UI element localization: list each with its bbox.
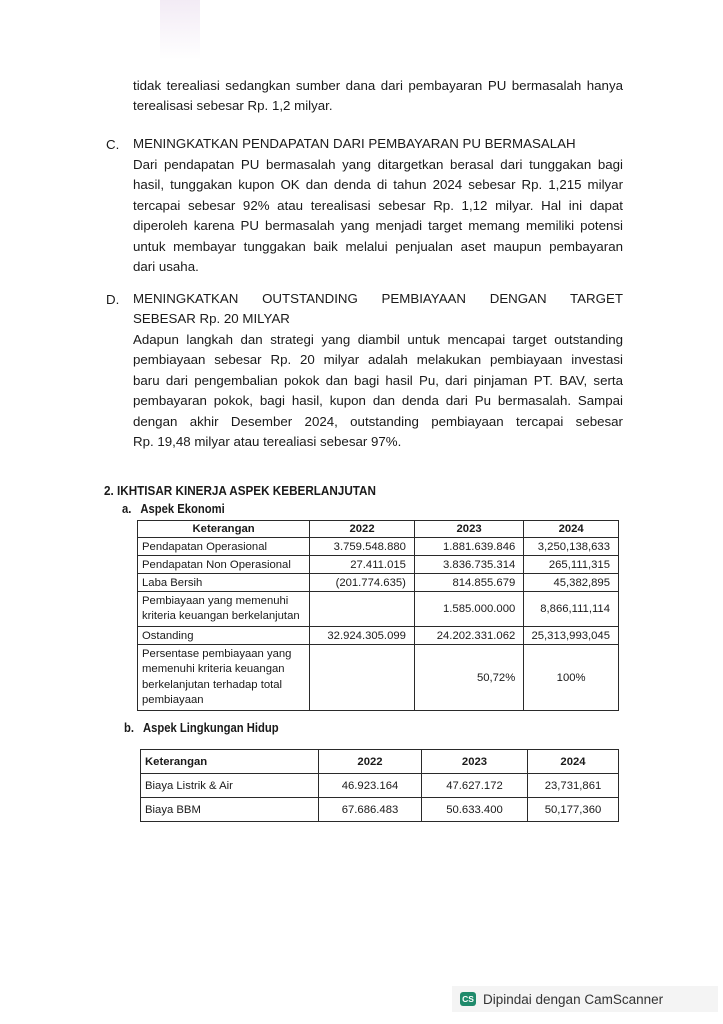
value-cell: 50.633.400	[422, 798, 528, 822]
text-line: hasil, tunggakan kupon OK dan denda di tahun 2024 sebesar Rp. 1,215 milyar	[133, 177, 623, 193]
table-row	[138, 592, 619, 627]
title-line: SEBESAR Rp. 20 MILYAR	[133, 311, 290, 327]
value-cell: 8,866,111,114	[524, 592, 619, 627]
table-row	[138, 538, 619, 556]
row-label: Persentase pembiayaan yang memenuhi kriteria keuangan berkelanjutan terhadap total pembiayaan	[138, 645, 310, 711]
value-cell: 3.836.735.314	[414, 556, 523, 574]
text-line: Rp. 19,48 milyar atau terealiasi sebesar 97%.	[133, 434, 402, 450]
text-line: pembayaran pokok, bagi hasil, kupon dan denda dari Pu bermasalah. Sampai	[133, 393, 623, 409]
aspek-ekonomi-heading: a. Aspek Ekonomi	[122, 502, 225, 516]
value-cell	[310, 592, 415, 627]
value-cell: 3.759.548.880	[310, 538, 415, 556]
section-d-letter: D.	[106, 292, 120, 307]
intro-paragraph	[133, 76, 623, 117]
value-cell: 265,111,315	[524, 556, 619, 574]
aspek-ekonomi-table	[137, 520, 619, 711]
text-line: untuk membayar tunggakan baik melalui penjualan aset maupun pembayaran	[133, 238, 623, 254]
header-cell: 2022	[319, 750, 422, 774]
table-header-row	[138, 521, 619, 538]
text-line: dari usaha.	[133, 259, 199, 275]
header-cell: Keterangan	[138, 521, 310, 538]
table-row	[138, 627, 619, 645]
title-line: MENINGKATKAN OUTSTANDING PEMBIAYAAN DENGAN TARGET	[133, 291, 623, 306]
header-cell: 2024	[524, 521, 619, 538]
text-line: diperoleh karena PU bermasalah yang menjadi target memang memiliki potensi	[133, 218, 623, 234]
section-d-title	[133, 289, 623, 330]
row-label: Biaya BBM	[141, 798, 319, 822]
value-cell: 50,72%	[414, 645, 523, 711]
table-row	[138, 574, 619, 592]
value-cell: 814.855.679	[414, 574, 523, 592]
text-line: pembiayaan sebesar Rp. 20 milyar adalah melakukan pembiayaan investasi	[133, 352, 623, 368]
row-label: Pendapatan Non Operasional	[138, 556, 310, 574]
header-cell: 2024	[528, 750, 619, 774]
value-cell: 100%	[524, 645, 619, 711]
row-label: Pendapatan Operasional	[138, 538, 310, 556]
header-cell: 2023	[422, 750, 528, 774]
text-line: Adapun langkah dan strategi yang diambil untuk mencapai target outstanding	[133, 332, 623, 347]
value-cell: 50,177,360	[528, 798, 619, 822]
section-c-paragraph	[133, 155, 623, 277]
value-cell: 46.923.164	[319, 774, 422, 798]
table-row	[141, 798, 619, 822]
value-cell	[310, 645, 415, 711]
aspek-lingkungan-heading: b. Aspek Lingkungan Hidup	[124, 721, 279, 735]
section-d-paragraph	[133, 330, 623, 452]
camscanner-watermark	[452, 986, 718, 1012]
text-line: tidak terealiasi sedangkan sumber dana dari pembayaran PU bermasalah hanya	[133, 78, 623, 93]
row-label: Pembiayaan yang memenuhi kriteria keuangan berkelanjutan	[138, 592, 310, 627]
section-2-title: 2. IKHTISAR KINERJA ASPEK KEBERLANJUTAN	[104, 483, 376, 498]
aspek-lingkungan-table	[140, 749, 619, 822]
table-row	[141, 774, 619, 798]
row-label: Laba Bersih	[138, 574, 310, 592]
value-cell: 1.585.000.000	[414, 592, 523, 627]
watermark-text: Dipindai dengan CamScanner	[483, 991, 664, 1007]
row-label: Biaya Listrik & Air	[141, 774, 319, 798]
header-cell: 2023	[414, 521, 523, 538]
value-cell: 23,731,861	[528, 774, 619, 798]
table-header-row	[141, 750, 619, 774]
text-line: baru dari pengembalian pokok dan bagi hasil Pu, dari pinjaman PT. BAV, serta	[133, 372, 623, 388]
value-cell: 25,313,993,045	[524, 627, 619, 645]
table-row	[138, 556, 619, 574]
value-cell: 1.881.639.846	[414, 538, 523, 556]
table-row	[138, 645, 619, 711]
header-cell: Keterangan	[141, 750, 319, 774]
value-cell: 3,250,138,633	[524, 538, 619, 556]
header-cell: 2022	[310, 521, 415, 538]
text-line: Dari pendapatan PU bermasalah yang ditargetkan berasal dari tunggakan bagi	[133, 157, 623, 172]
row-label: Ostanding	[138, 627, 310, 645]
text-line: terealisasi sebesar Rp. 1,2 milyar.	[133, 98, 333, 114]
value-cell: 67.686.483	[319, 798, 422, 822]
text-line: tercapai sebesar 92% atau terealisasi sebesar Rp. 1,12 milyar. Hal ini dapat	[133, 197, 623, 213]
value-cell: 27.411.015	[310, 556, 415, 574]
value-cell: 45,382,895	[524, 574, 619, 592]
camscanner-logo-icon: CS	[460, 992, 476, 1006]
section-c-letter: C.	[106, 137, 120, 152]
section-c-title: MENINGKATKAN PENDAPATAN DARI PEMBAYARAN PU BERMASALAH	[133, 136, 576, 151]
value-cell: 47.627.172	[422, 774, 528, 798]
value-cell: 24.202.331.062	[414, 627, 523, 645]
scan-smudge	[160, 0, 200, 60]
value-cell: 32.924.305.099	[310, 627, 415, 645]
text-line: dengan akhir Desember 2024, outstanding pembiayaan tercapai sebesar	[133, 413, 623, 429]
value-cell: (201.774.635)	[310, 574, 415, 592]
